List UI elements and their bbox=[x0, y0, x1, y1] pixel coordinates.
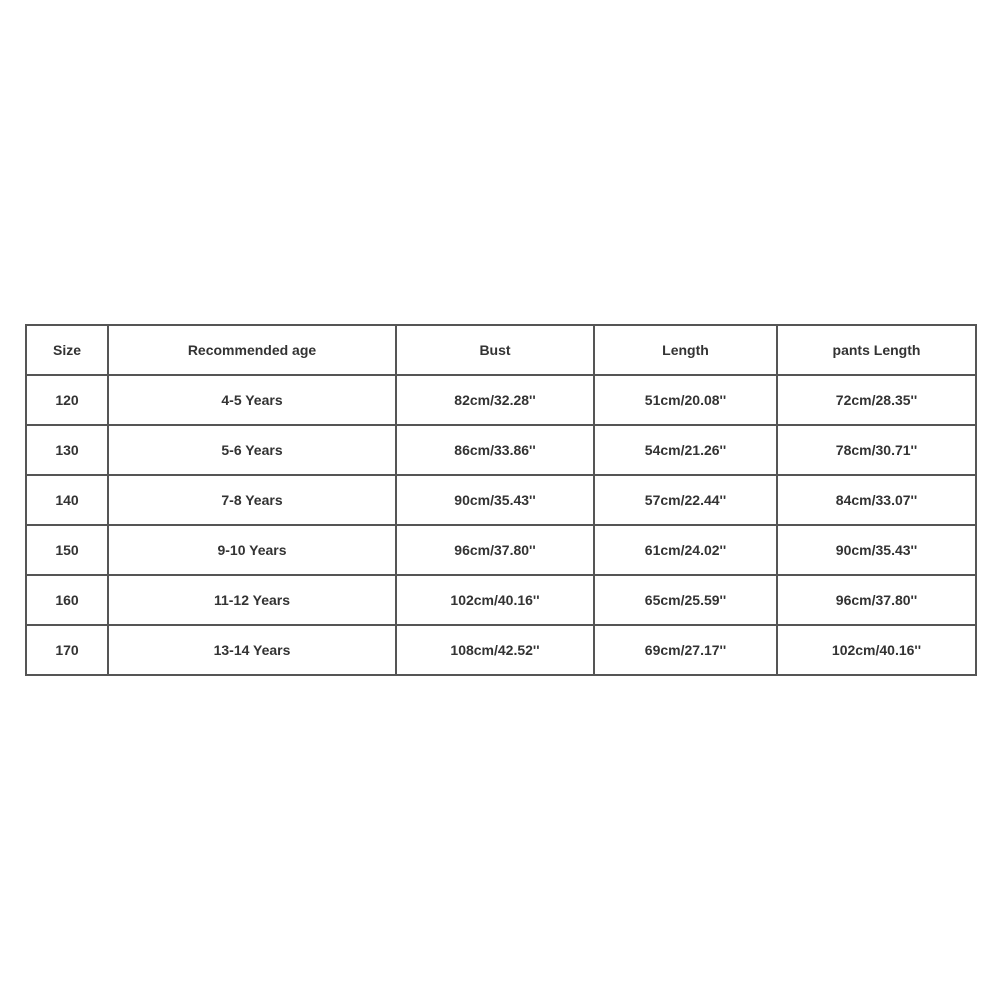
header-length: Length bbox=[594, 325, 777, 375]
cell-length: 54cm/21.26'' bbox=[594, 425, 777, 475]
table-row bbox=[26, 525, 976, 575]
cell-pants-length: 102cm/40.16'' bbox=[777, 625, 976, 675]
cell-pants-length: 96cm/37.80'' bbox=[777, 575, 976, 625]
cell-size: 140 bbox=[26, 475, 108, 525]
cell-pants-length: 84cm/33.07'' bbox=[777, 475, 976, 525]
table-row bbox=[26, 575, 976, 625]
table-row bbox=[26, 625, 976, 675]
cell-size: 150 bbox=[26, 525, 108, 575]
cell-pants-length: 90cm/35.43'' bbox=[777, 525, 976, 575]
cell-bust: 90cm/35.43'' bbox=[396, 475, 594, 525]
size-chart-table bbox=[25, 324, 977, 676]
cell-length: 51cm/20.08'' bbox=[594, 375, 777, 425]
cell-bust: 86cm/33.86'' bbox=[396, 425, 594, 475]
cell-length: 57cm/22.44'' bbox=[594, 475, 777, 525]
table-row bbox=[26, 375, 976, 425]
cell-pants-length: 72cm/28.35'' bbox=[777, 375, 976, 425]
cell-length: 69cm/27.17'' bbox=[594, 625, 777, 675]
cell-size: 130 bbox=[26, 425, 108, 475]
cell-size: 170 bbox=[26, 625, 108, 675]
header-row bbox=[26, 325, 976, 375]
cell-size: 160 bbox=[26, 575, 108, 625]
header-pants-length: pants Length bbox=[777, 325, 976, 375]
cell-length: 65cm/25.59'' bbox=[594, 575, 777, 625]
table-row bbox=[26, 425, 976, 475]
cell-recommended-age: 5-6 Years bbox=[108, 425, 396, 475]
cell-pants-length: 78cm/30.71'' bbox=[777, 425, 976, 475]
header-recommended-age: Recommended age bbox=[108, 325, 396, 375]
cell-bust: 102cm/40.16'' bbox=[396, 575, 594, 625]
cell-length: 61cm/24.02'' bbox=[594, 525, 777, 575]
cell-recommended-age: 9-10 Years bbox=[108, 525, 396, 575]
header-size: Size bbox=[26, 325, 108, 375]
table-row bbox=[26, 475, 976, 525]
cell-recommended-age: 13-14 Years bbox=[108, 625, 396, 675]
cell-bust: 96cm/37.80'' bbox=[396, 525, 594, 575]
header-bust: Bust bbox=[396, 325, 594, 375]
cell-recommended-age: 4-5 Years bbox=[108, 375, 396, 425]
cell-recommended-age: 11-12 Years bbox=[108, 575, 396, 625]
cell-size: 120 bbox=[26, 375, 108, 425]
cell-bust: 108cm/42.52'' bbox=[396, 625, 594, 675]
cell-bust: 82cm/32.28'' bbox=[396, 375, 594, 425]
cell-recommended-age: 7-8 Years bbox=[108, 475, 396, 525]
